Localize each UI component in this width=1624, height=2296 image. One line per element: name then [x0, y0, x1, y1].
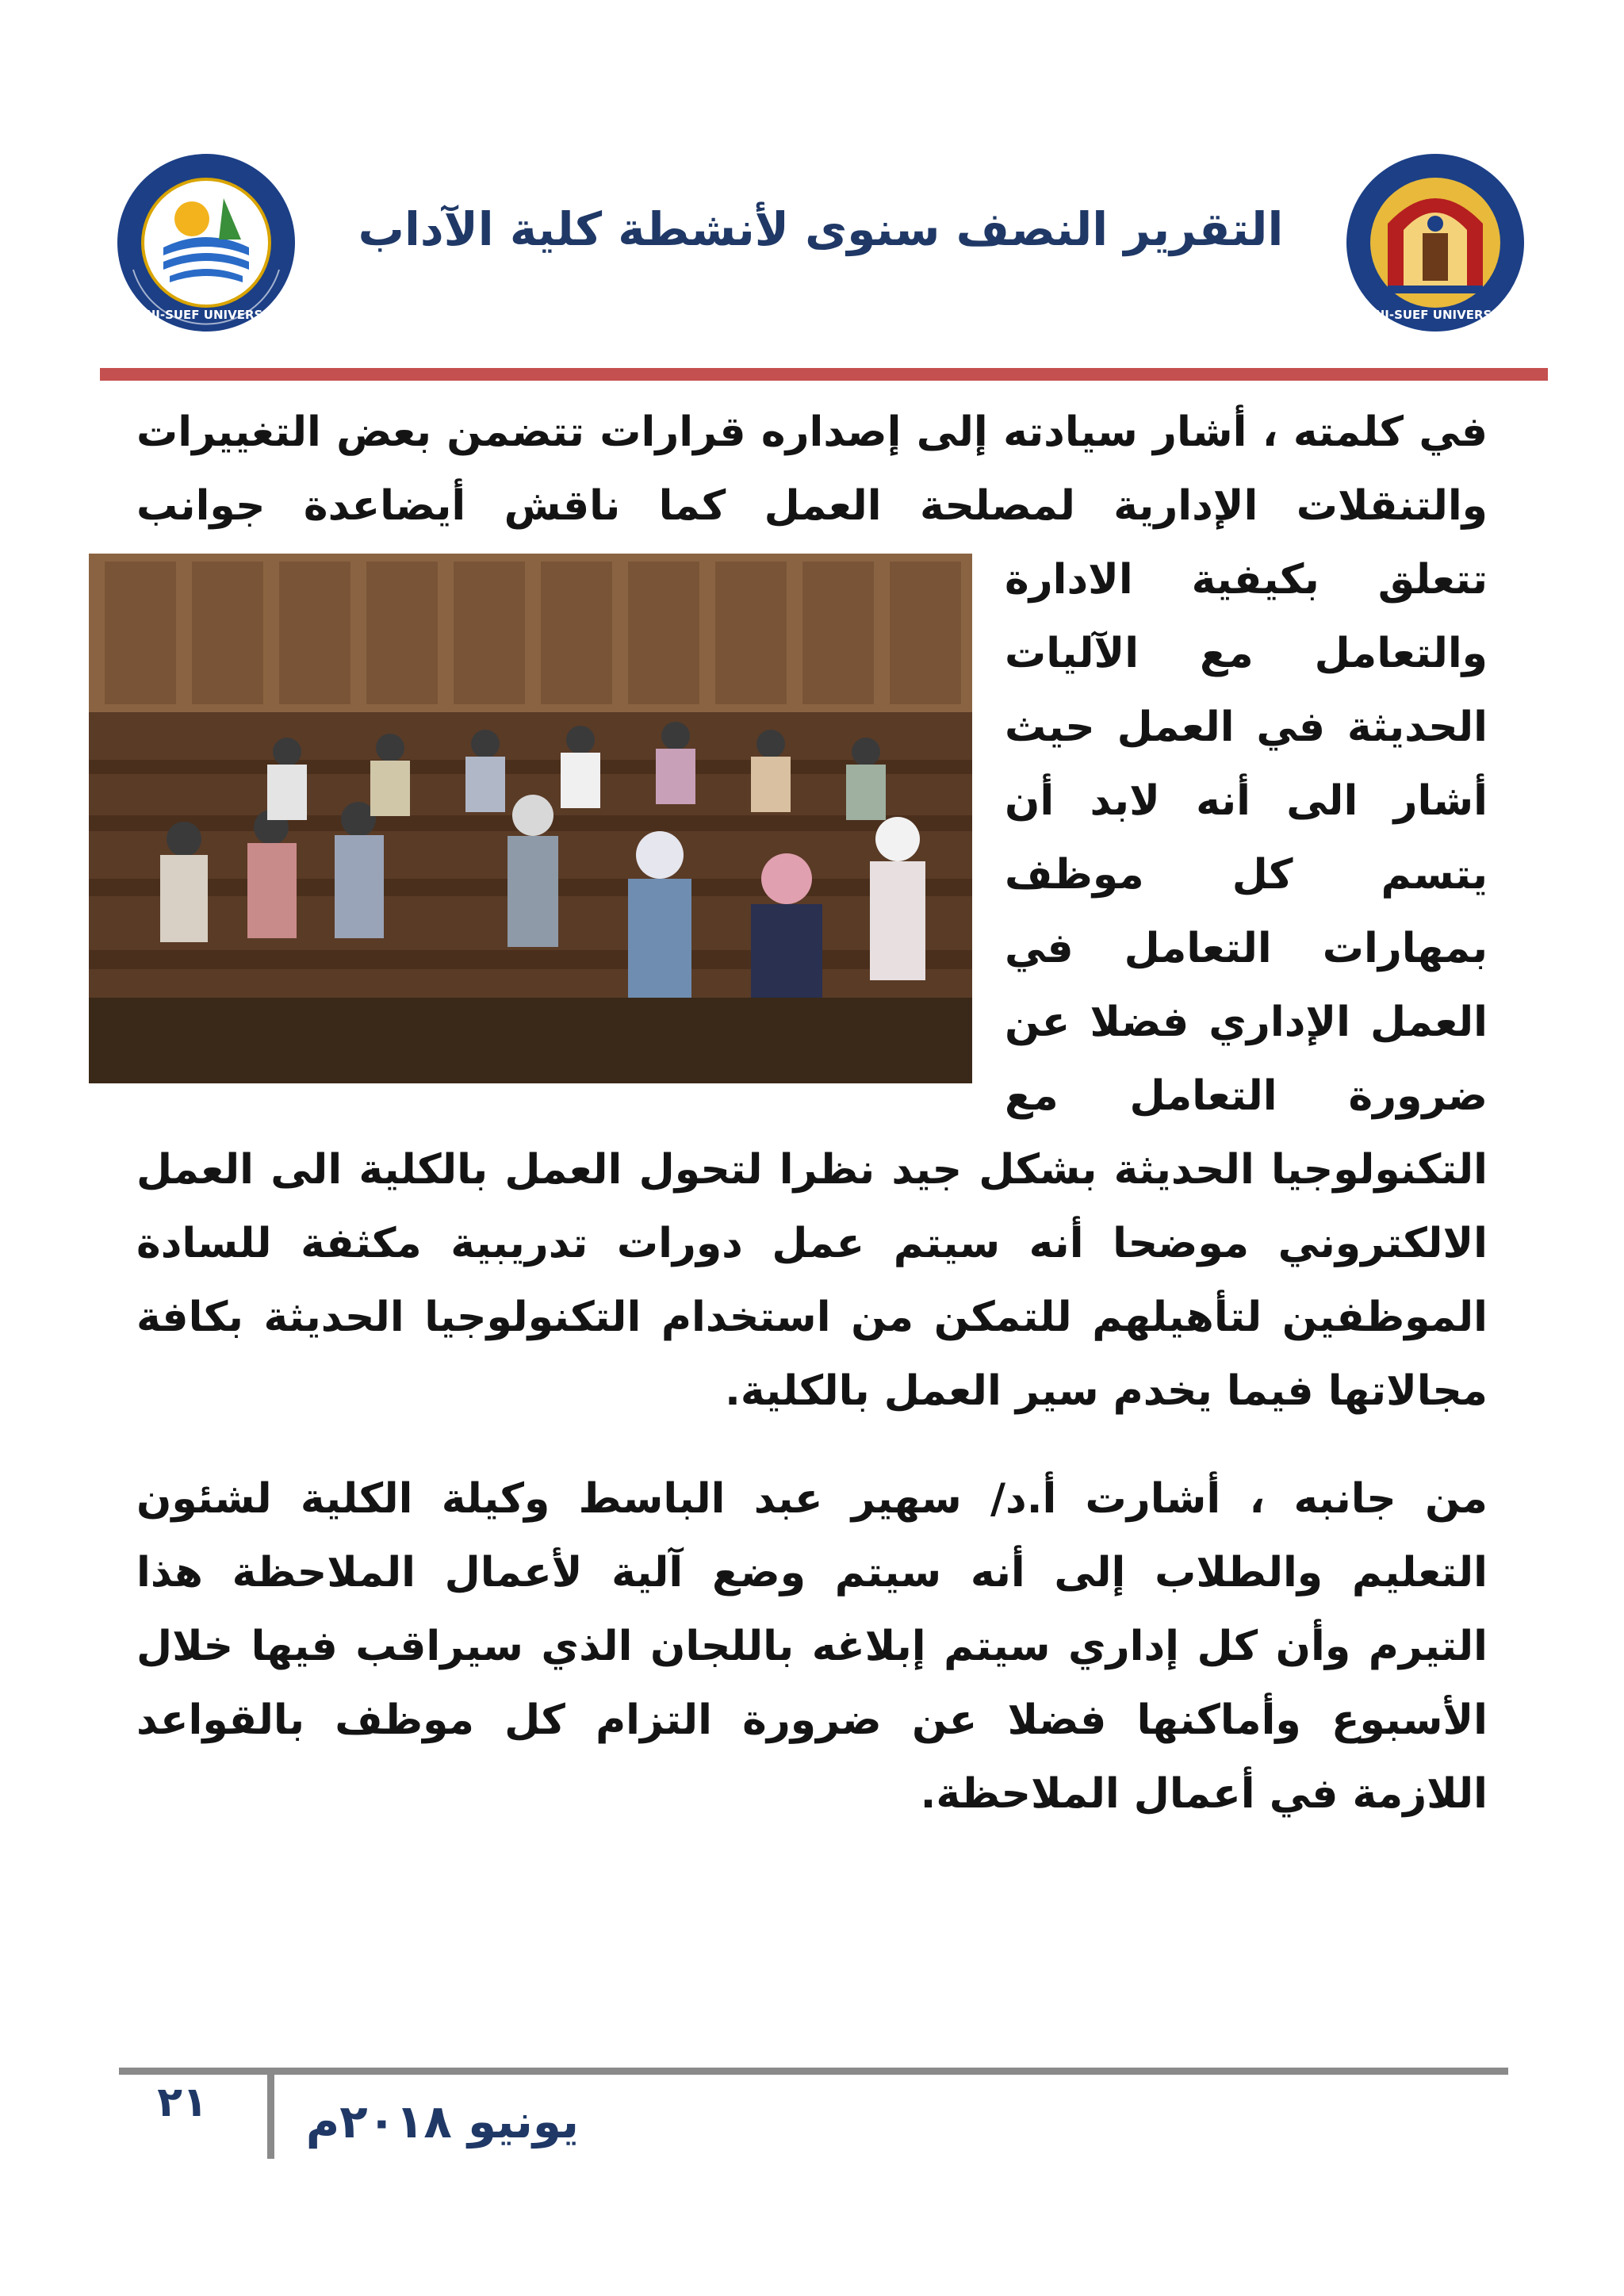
report-date: يونيو ٢٠١٨م — [305, 2095, 579, 2148]
faculty-seal-icon — [1343, 151, 1527, 335]
footer-divider — [119, 2068, 1508, 2075]
page-number: ٢١ — [157, 2079, 208, 2126]
paragraph-2: من جانبه ، أشارت أ.د/ سهير عبد الباسط وكيلة الكلية لشئون التعليم والطلاب إلى أنه سيتم وضع آلية لأعمال الملاحظة هذا التيرم وأن كل إداري سيتم إبلاغه باللجان الذي سيراقب فيها خلال الأسبوع وأماكنها فضلا عن ضرورة التزام كل موظف بالقواعد اللازمة في أعمال الملاحظة. — [136, 1475, 1488, 1818]
university-seal-icon — [114, 151, 298, 335]
svg-text:BENI-SUEF UNIVERSITY: BENI-SUEF UNIVERSITY — [128, 308, 284, 322]
page-title: التقرير النصف سنوى لأنشطة كلية الآداب — [358, 202, 1284, 256]
footer-vertical-divider — [267, 2075, 274, 2159]
svg-text:BENI-SUEF UNIVERSITY: BENI-SUEF UNIVERSITY — [1358, 308, 1513, 322]
faculty-of-arts-logo — [1343, 151, 1527, 335]
paragraph-1-top: في كلمته ، أشار سيادته إلى إصداره قرارات تتضمن بعض التغييرات والتنقلات الإدارية لمصلحة العمل كما ناقش أيضاعدة جوانب — [136, 408, 1488, 530]
paragraph-1-side: تتعلق بكيفية الادارة والتعامل مع الآليات الحديثة في العمل حيث أشار الى أنه لابد أن يتسم كل موظف بمهارات التعامل في العمل الإداري فضلا عن ضرورة التعامل مع — [1005, 556, 1488, 1120]
meeting-audience-photo — [89, 554, 972, 1083]
beni-suef-university-logo — [114, 151, 298, 335]
paragraph-1-bottom: التكنولوجيا الحديثة بشكل جيد نظرا لتحول العمل بالكلية الى العمل الالكتروني موضحا أنه سيتم عمل دورات تدريبية مكثفة للسادة الموظفين لتأهيلهم للتمكن من استخدام التكنولوجيا الحديثة بكافة مجالاتها فيما يخدم سير العمل بالكلية. — [136, 1146, 1488, 1415]
header-divider — [100, 368, 1548, 381]
audience-photo-illustration — [89, 554, 972, 1083]
